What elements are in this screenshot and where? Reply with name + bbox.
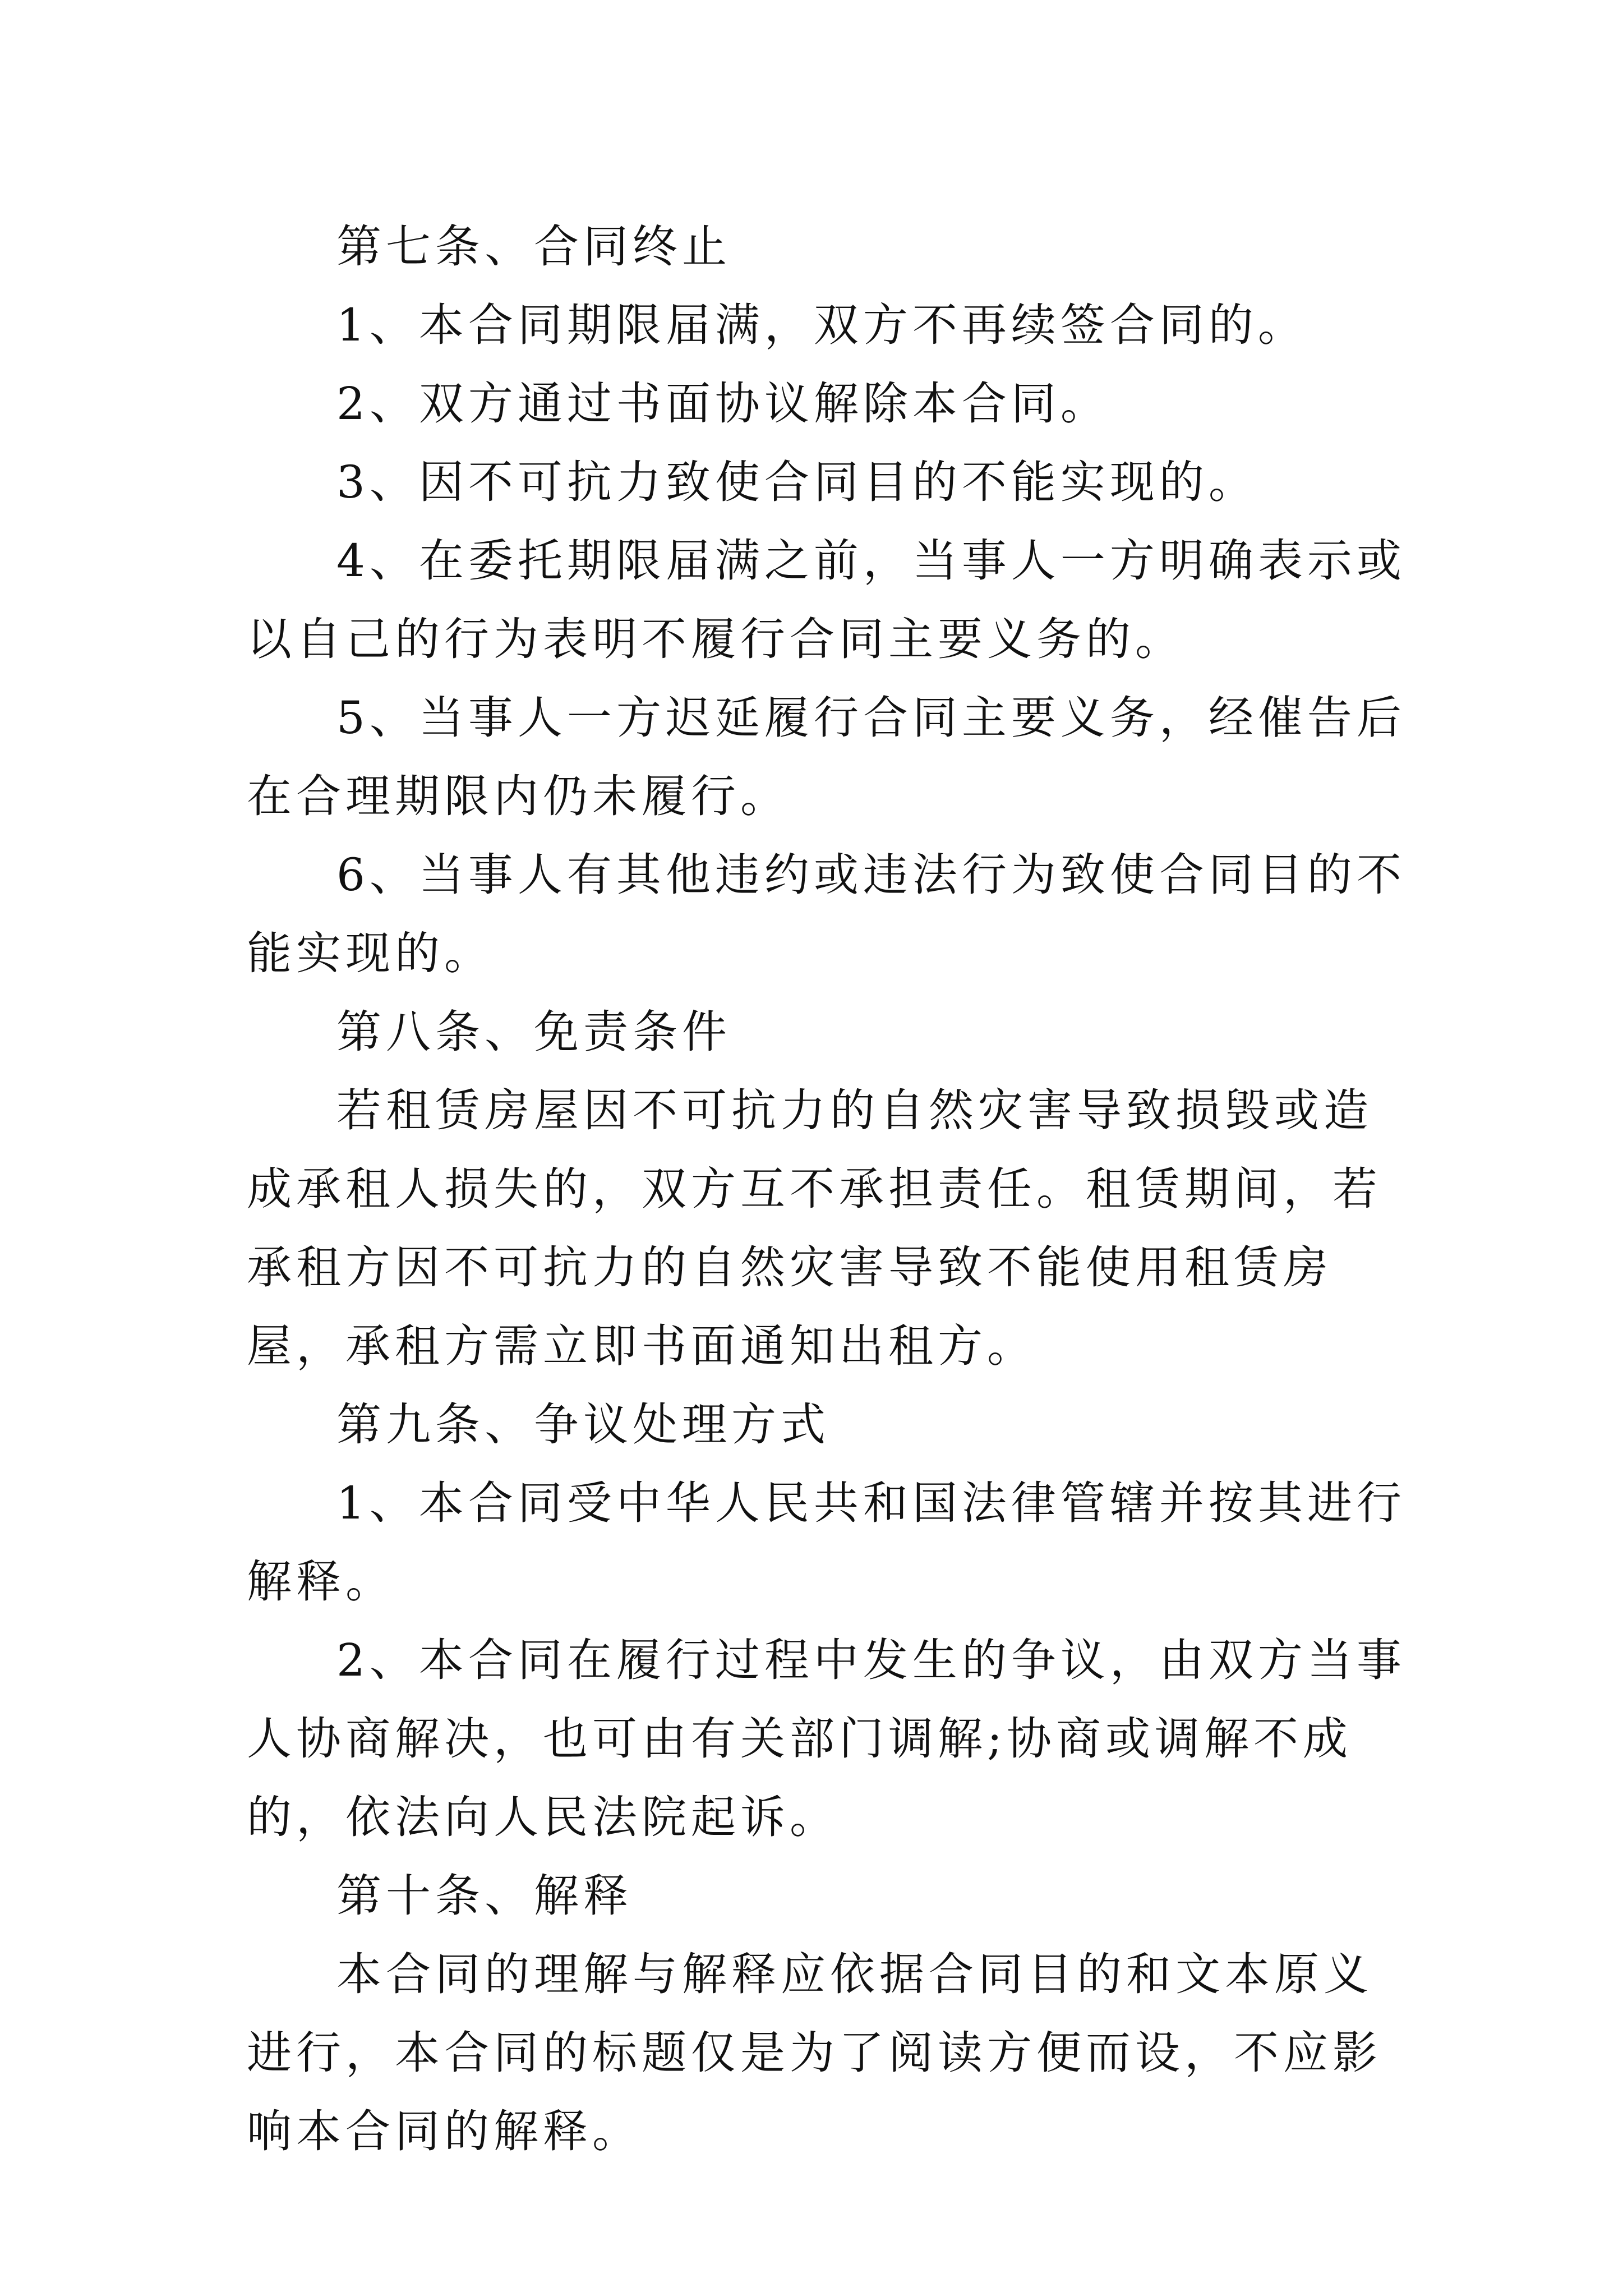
- clause-paragraph: 5、当事人一方迟延履行合同主要义务，经催告后在合理期限内仍未履行。: [247, 692, 1406, 822]
- clause-paragraph: 2、双方通过书面协议解除本合同。: [336, 378, 1110, 430]
- clause-paragraph: 3、因不可抗力致使合同目的不能实现的。: [336, 456, 1258, 508]
- clause-paragraph: 本合同的理解与解释应依据合同目的和文本原义进行，本合同的标题仅是为了阅读方便而设，不应影响本合同的解释。: [247, 1948, 1382, 2157]
- clause-paragraph: 1、本合同期限届满，双方不再续签合同的。: [336, 299, 1307, 351]
- clause-paragraph: 2、本合同在履行过程中发生的争议，由双方当事人协商解决，也可由有关部门调解;协商或调解不成的，依法向人民法院起诉。: [247, 1634, 1406, 1843]
- section-heading-exemption: 第八条、免责条件: [336, 1006, 731, 1058]
- document-body: [247, 208, 1413, 2171]
- clause-paragraph: 4、在委托期限届满之前，当事人一方明确表示或以自己的行为表明不履行合同主要义务的。: [247, 535, 1406, 665]
- section-heading-termination: 第七条、合同终止: [336, 220, 731, 273]
- clause-paragraph: 1、本合同受中华人民共和国法律管辖并按其进行解释。: [247, 1477, 1406, 1608]
- clause-paragraph: 若租赁房屋因不可抗力的自然灾害导致损毁或造成承租人损失的，双方互不承担责任。租赁期间，若承租方因不可抗力的自然灾害导致不能使用租赁房屋，承租方需立即书面通知出租方。: [247, 1084, 1382, 1372]
- clause-paragraph: 6、当事人有其他违约或违法行为致使合同目的不能实现的。: [247, 849, 1406, 979]
- section-heading-dispute: 第九条、争议处理方式: [336, 1398, 830, 1451]
- section-heading-interpretation: 第十条、解释: [336, 1870, 633, 1922]
